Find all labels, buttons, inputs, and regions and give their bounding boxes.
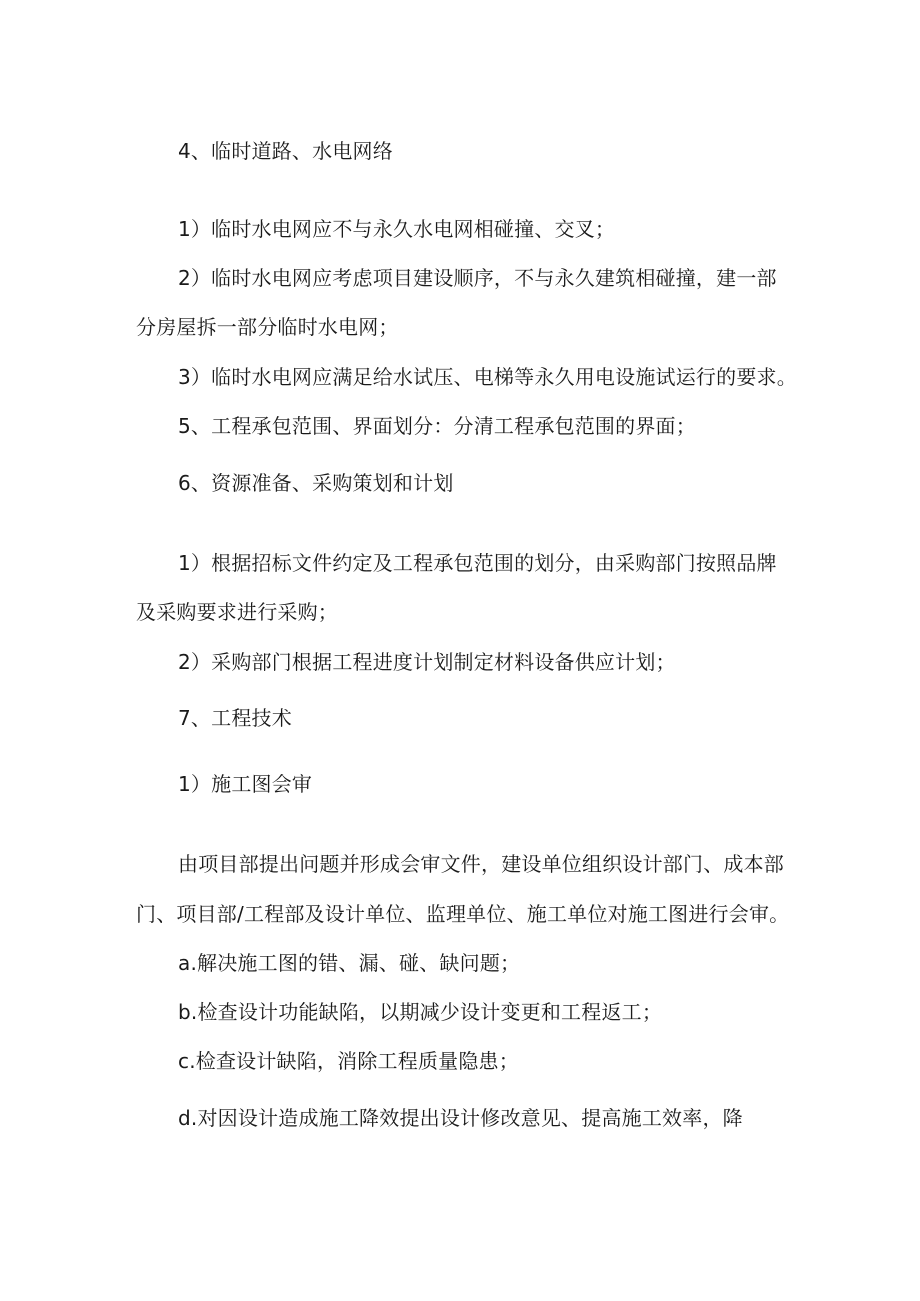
sub-item-b: b.检查设计功能缺陷，以期减少设计变更和工程返工； (178, 1000, 663, 1024)
list-item-1-procurement: 1）根据招标文件约定及工程承包范围的划分，由采购部门按照品牌 (178, 551, 777, 575)
paragraph-review-process: 由项目部提出问题并形成会审文件，建设单位组织设计部门、成本部 (178, 852, 784, 876)
heading-contract-scope: 5、工程承包范围、界面划分：分清工程承包范围的界面； (178, 414, 696, 438)
list-item-3-pressure-test: 3）临时水电网应满足给水试压、电梯等永久用电设施试运行的要求。 (178, 365, 797, 389)
list-item-1-continuation: 及采购要求进行采购； (136, 600, 338, 624)
sub-item-d: d.对因设计造成施工降效提出设计修改意见、提高施工效率，降 (178, 1106, 743, 1130)
list-item-2-continuation: 分房屋拆一部分临时水电网； (136, 315, 399, 339)
list-item-2-supply-plan: 2）采购部门根据工程进度计划制定材料设备供应计划； (178, 650, 676, 674)
list-item-1-drawing-review: 1）施工图会审 (178, 772, 313, 796)
sub-item-a: a.解决施工图的错、漏、碰、缺问题； (178, 951, 521, 975)
sub-item-c: c.检查设计缺陷，消除工程质量隐患； (178, 1049, 519, 1073)
heading-resource-procurement: 6、资源准备、采购策划和计划 (178, 471, 454, 495)
paragraph-review-continuation: 门、项目部/工程部及设计单位、监理单位、施工单位对施工图进行会审。 (136, 902, 790, 926)
heading-engineering-technology: 7、工程技术 (178, 706, 292, 730)
list-item-2-construction-sequence: 2）临时水电网应考虑项目建设顺序，不与永久建筑相碰撞，建一部 (178, 266, 777, 290)
list-item-1-no-collision: 1）临时水电网应不与永久水电网相碰撞、交叉； (178, 217, 616, 241)
heading-temporary-roads-utilities: 4、临时道路、水电网络 (178, 139, 393, 163)
